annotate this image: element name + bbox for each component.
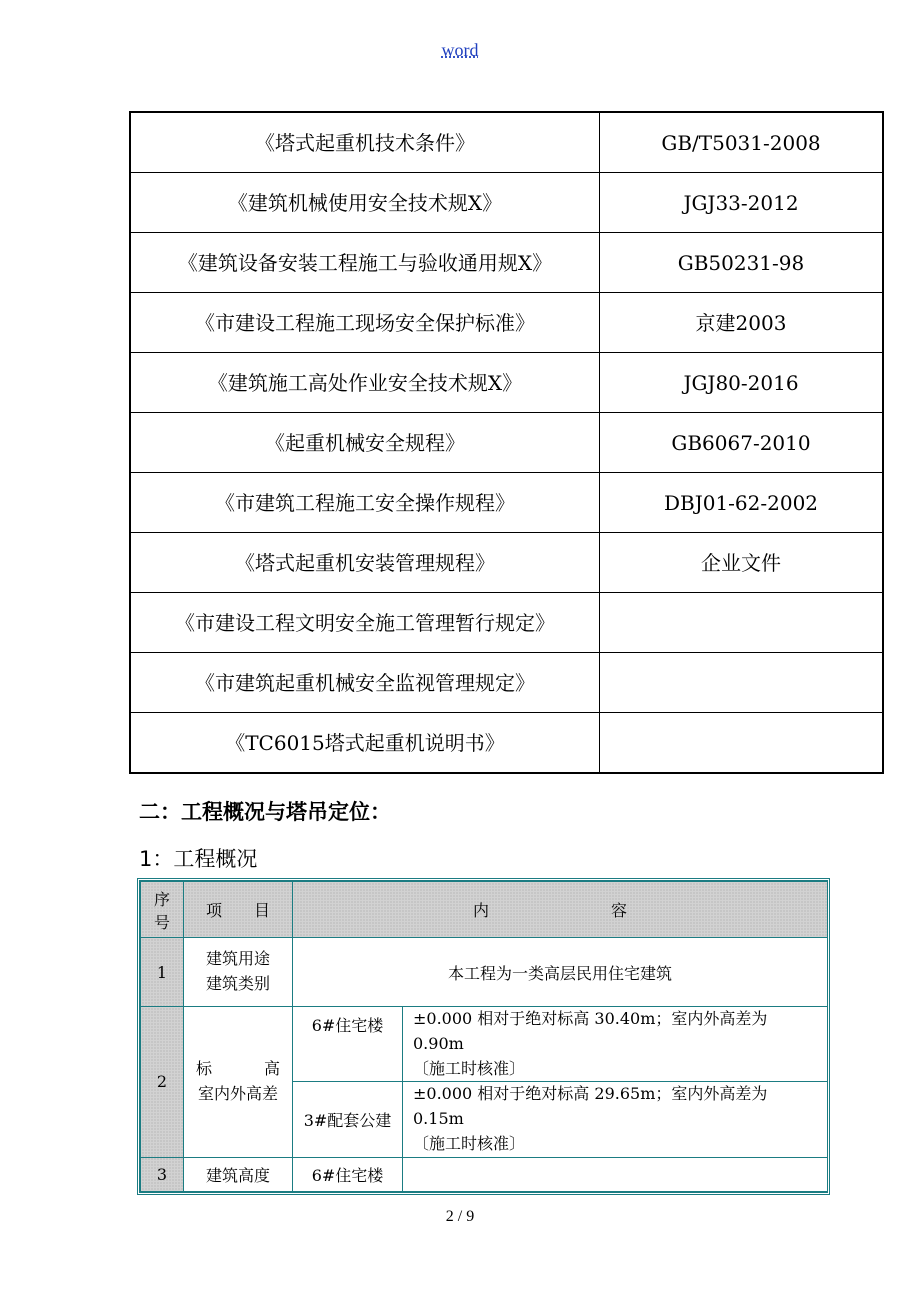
table-row xyxy=(130,533,883,593)
row2-item-line2: 室内外高差 xyxy=(197,1083,278,1103)
standard-code: GB/T5031-2008 xyxy=(600,112,884,173)
header-seq-line1: 序 xyxy=(153,889,170,909)
table-row xyxy=(130,713,883,774)
standard-code xyxy=(600,593,884,653)
section-heading: 二：工程概况与塔吊定位： xyxy=(139,800,391,824)
standard-name: 《塔式起重机安装管理规程》 xyxy=(130,533,600,593)
standard-code: JGJ33-2012 xyxy=(600,173,884,233)
standard-name: 《建筑设备安装工程施工与验收通用规X》 xyxy=(130,233,600,293)
row2-sub1-line1: ±0.000 相对于绝对标高 30.40m；室内外高差为 0.90m xyxy=(413,1009,768,1053)
header-content-b: 容 xyxy=(610,901,627,920)
header-content-cell xyxy=(293,882,828,938)
table-row xyxy=(130,413,883,473)
row2-item-b: 高 xyxy=(263,1059,280,1079)
standard-code: DBJ01-62-2002 xyxy=(600,473,884,533)
row2-seq: 2 xyxy=(141,1007,184,1158)
row2-sub1-name: 6#住宅楼 xyxy=(293,1007,403,1082)
standard-name: 《塔式起重机技术条件》 xyxy=(130,112,600,173)
header-content-a: 内 xyxy=(473,901,490,920)
standard-name: 《市建设工程施工现场安全保护标准》 xyxy=(130,293,600,353)
page-number: 2 / 9 xyxy=(445,1208,475,1225)
row3-content xyxy=(403,1157,828,1191)
standard-code: JGJ80-2016 xyxy=(600,353,884,413)
row2-sub2-name: 3#配套公建 xyxy=(293,1082,403,1157)
header-item-a: 项 xyxy=(206,901,223,920)
standard-name: 《建筑机械使用安全技术规X》 xyxy=(130,173,600,233)
table-row xyxy=(141,1157,828,1191)
row1-item-line2: 建筑类别 xyxy=(205,974,270,993)
table-row xyxy=(130,293,883,353)
row2-sub2-line2: 〔施工时核准〕 xyxy=(413,1133,526,1153)
standard-name: 《市建筑起重机械安全监视管理规定》 xyxy=(130,653,600,713)
table-row xyxy=(141,1007,828,1082)
row2-item-cell xyxy=(184,1007,293,1158)
row1-content: 本工程为一类高层民用住宅建筑 xyxy=(293,938,828,1007)
row2-item-a: 标 xyxy=(196,1059,213,1079)
table-row xyxy=(141,938,828,1007)
overview-header-row xyxy=(141,882,828,938)
row2-sub1-line2: 〔施工时核准〕 xyxy=(413,1058,526,1078)
header-seq-line2: 号 xyxy=(153,912,170,932)
header-item-cell xyxy=(184,882,293,938)
standard-name: 《市建筑工程施工安全操作规程》 xyxy=(130,473,600,533)
table-row xyxy=(130,353,883,413)
row2-sub1-content xyxy=(403,1007,828,1082)
row2-sub2-content xyxy=(403,1082,828,1157)
standard-name: 《起重机械安全规程》 xyxy=(130,413,600,473)
table-row xyxy=(130,233,883,293)
table-row xyxy=(130,173,883,233)
overview-table xyxy=(140,881,828,1192)
standard-code: GB50231-98 xyxy=(600,233,884,293)
standard-code: 企业文件 xyxy=(600,533,884,593)
row3-seq: 3 xyxy=(141,1157,184,1191)
table-row xyxy=(130,653,883,713)
header-seq-cell xyxy=(141,882,184,938)
standard-name: 《建筑施工高处作业安全技术规X》 xyxy=(130,353,600,413)
overview-table-frame xyxy=(137,878,830,1195)
sub-heading: 1：工程概况 xyxy=(139,847,258,871)
standard-code xyxy=(600,653,884,713)
row1-item-cell xyxy=(184,938,293,1007)
row2-sub2-line1: ±0.000 相对于绝对标高 29.65m；室内外高差为 0.15m xyxy=(413,1084,768,1129)
row3-item: 建筑高度 xyxy=(184,1157,293,1191)
standard-name: 《TC6015塔式起重机说明书》 xyxy=(130,713,600,774)
row1-seq: 1 xyxy=(141,938,184,1007)
row1-item-line1: 建筑用途 xyxy=(205,949,270,969)
row3-sub-name: 6#住宅楼 xyxy=(293,1157,403,1191)
standard-name: 《市建设工程文明安全施工管理暂行规定》 xyxy=(130,593,600,653)
table-row xyxy=(130,112,883,173)
header-word-link[interactable]: word xyxy=(441,40,479,60)
table-row xyxy=(130,593,883,653)
table-row xyxy=(130,473,883,533)
standards-table xyxy=(129,111,884,774)
standard-code: GB6067-2010 xyxy=(600,413,884,473)
header-item-b: 目 xyxy=(253,901,270,920)
standard-code: 京建2003 xyxy=(600,293,884,353)
standard-code xyxy=(600,713,884,774)
